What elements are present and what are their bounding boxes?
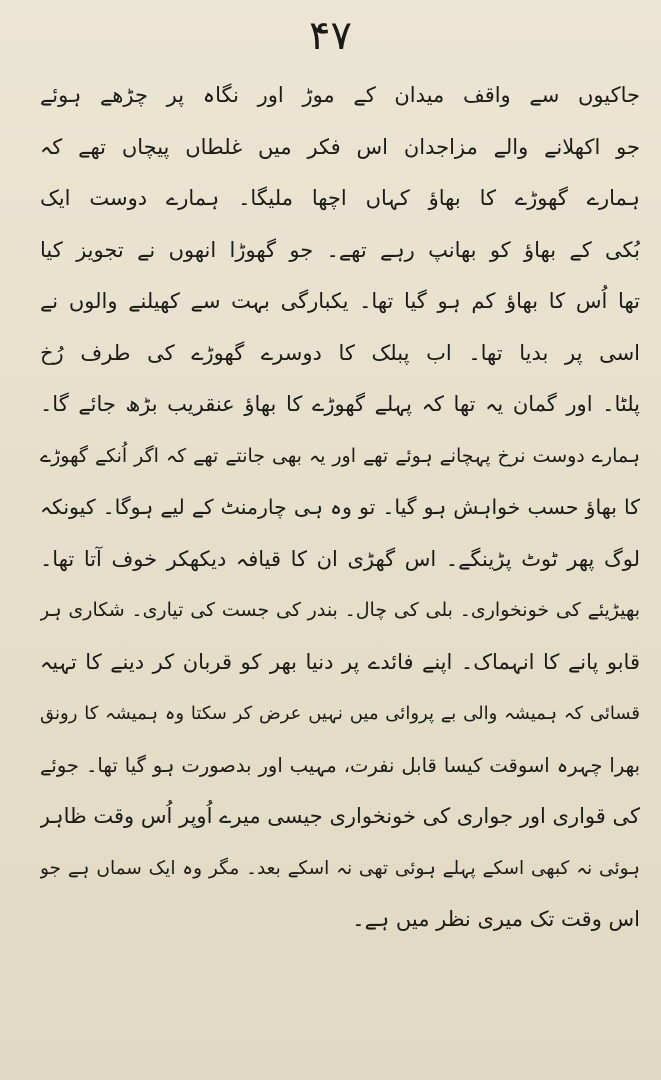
text-line: تھا اُس کا بھاؤ کم ہو گیا تھا۔ یکبارگی بہت سے کھیلنے والوں نے — [40, 289, 640, 313]
text-line: ہمارے دوست نرخ پہچانے ہوئے تھے اور یہ بھی جانتے تھے کہ اگر اُنکے گھوڑے — [40, 444, 640, 467]
text-line: جو اکھلانے والے مزاجدان اس فکر میں غلطاں پیچاں تھے کہ — [40, 134, 640, 159]
text-line: قسائی کہ ہمیشہ والی بے پروائی میں نہیں عرض کر سکتا وہ ہمیشہ کا رونق — [40, 703, 640, 724]
body-text — [40, 70, 640, 946]
text-line: اسی پر بدیا تھا۔ اب پبلک کا دوسرے گھوڑے کی طرف رُخ — [40, 340, 640, 365]
text-line: کی قواری اور جواری کی خونخواری جیسی میرے اُوپر اُس وقت ظاہر — [40, 804, 640, 828]
text-line: بھیڑیئے کی خونخواری۔ بلی کی چال۔ بندر کی جست کی تیاری۔ شکاری ہر — [40, 599, 640, 621]
text-line: کا بھاؤ حسب خواہش ہو گیا۔ تو وہ ہی چارمنٹ کے لیے ہوگا۔ کیونکہ — [40, 495, 640, 519]
text-line: پلٹا۔ اور گمان یہ تھا کہ پہلے گھوڑے کا بھاؤ عنقریب بڑھ جائے گا۔ — [40, 392, 640, 416]
text-line: ہمارے گھوڑے کا بھاؤ کہاں اچھا ملیگا۔ ہمارے دوست ایک — [40, 186, 640, 210]
text-line: جاکیوں سے واقف میدان کے موڑ اور نگاہ پر چڑھے ہوئے — [40, 83, 640, 107]
text-line: بُکی کے بھاؤ کو بھانپ رہے تھے۔ جو گھوڑا انھوں نے تجویز کیا — [40, 237, 640, 262]
text-line-last: اس وقت تک میری نظر میں ہے۔ — [352, 907, 640, 931]
text-line: بھرا چہرہ اسوقت کیسا قابل نفرت، مہیب اور بدصورت ہو گیا تھا۔ جوئے — [40, 753, 640, 777]
text-line: ہوئی نہ کبھی اسکے پہلے ہوئی تھی نہ اسکے بعد۔ مگر وہ ایک سماں ہے جو — [40, 857, 640, 879]
text-line: لوگ پھر ٹوٹ پڑینگے۔ اس گھڑی ان کا قیافہ دیکھکر خوف آتا تھا۔ — [40, 546, 640, 571]
text-line: قابو پانے کا انہماک۔ اپنے فائدے پر دنیا بھر کو قربان کر دینے کا تہیہ — [40, 649, 640, 674]
page-number: ۴۷ — [309, 13, 352, 59]
